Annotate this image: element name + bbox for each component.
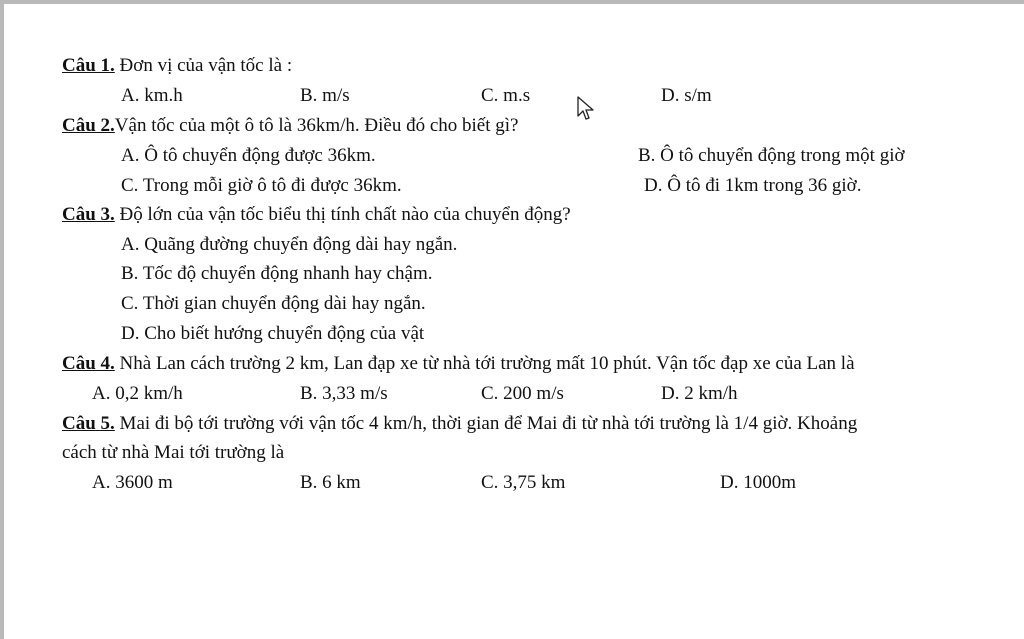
document-page bbox=[4, 4, 1024, 639]
answer-option: A. km.h bbox=[121, 85, 183, 106]
question-5 bbox=[62, 412, 857, 436]
question-2 bbox=[62, 114, 518, 138]
answer-option: C. 3,75 km bbox=[481, 472, 566, 493]
answer-option: C. Thời gian chuyển động dài hay ngắn. bbox=[121, 293, 426, 314]
answer-option: A. Ô tô chuyển động được 36km. bbox=[121, 145, 376, 166]
question-label: Câu 2. bbox=[62, 115, 115, 136]
answer-option: A. 0,2 km/h bbox=[92, 383, 183, 404]
question-1 bbox=[62, 54, 292, 78]
question-text: Nhà Lan cách trường 2 km, Lan đạp xe từ nhà tới trường mất 10 phút. Vận tốc đạp xe của Lan là bbox=[114, 353, 855, 374]
answer-option: A. Quãng đường chuyển động dài hay ngắn. bbox=[121, 234, 458, 255]
answer-option: D. Cho biết hướng chuyển động của vật bbox=[121, 323, 425, 344]
answer-option: D. 1000m bbox=[720, 472, 796, 493]
question-4 bbox=[62, 352, 855, 376]
answer-option: D. Ô tô đi 1km trong 36 giờ. bbox=[644, 175, 862, 196]
answer-option: B. Tốc độ chuyển động nhanh hay chậm. bbox=[121, 263, 433, 284]
answer-option: C. 200 m/s bbox=[481, 383, 564, 404]
mouse-cursor-icon bbox=[576, 96, 600, 124]
question-label: Câu 1. bbox=[62, 55, 115, 76]
question-text: Mai đi bộ tới trường với vận tốc 4 km/h, thời gian để Mai đi từ nhà tới trường là 1/4 giờ. Khoảng bbox=[114, 413, 858, 434]
answer-option: D. s/m bbox=[661, 85, 712, 106]
answer-option: A. 3600 m bbox=[92, 472, 173, 493]
answer-option: C. Trong mỗi giờ ô tô đi được 36km. bbox=[121, 175, 402, 196]
question-text-continued: cách từ nhà Mai tới trường là bbox=[62, 442, 285, 463]
answer-option: B. Ô tô chuyển động trong một giờ bbox=[638, 145, 905, 166]
question-3 bbox=[62, 203, 571, 227]
question-text: Đơn vị của vận tốc là : bbox=[114, 55, 293, 76]
question-label: Câu 4. bbox=[62, 353, 115, 374]
question-label: Câu 5. bbox=[62, 413, 115, 434]
question-label: Câu 3. bbox=[62, 204, 115, 225]
question-text: Độ lớn của vận tốc biểu thị tính chất nào của chuyển động? bbox=[114, 204, 571, 225]
answer-option: B. m/s bbox=[300, 85, 350, 106]
question-text: Vận tốc của một ô tô là 36km/h. Điều đó cho biết gì? bbox=[114, 115, 519, 136]
answer-option: B. 6 km bbox=[300, 472, 361, 493]
answer-option: D. 2 km/h bbox=[661, 383, 738, 404]
answer-option: C. m.s bbox=[481, 85, 531, 106]
answer-option: B. 3,33 m/s bbox=[300, 383, 388, 404]
